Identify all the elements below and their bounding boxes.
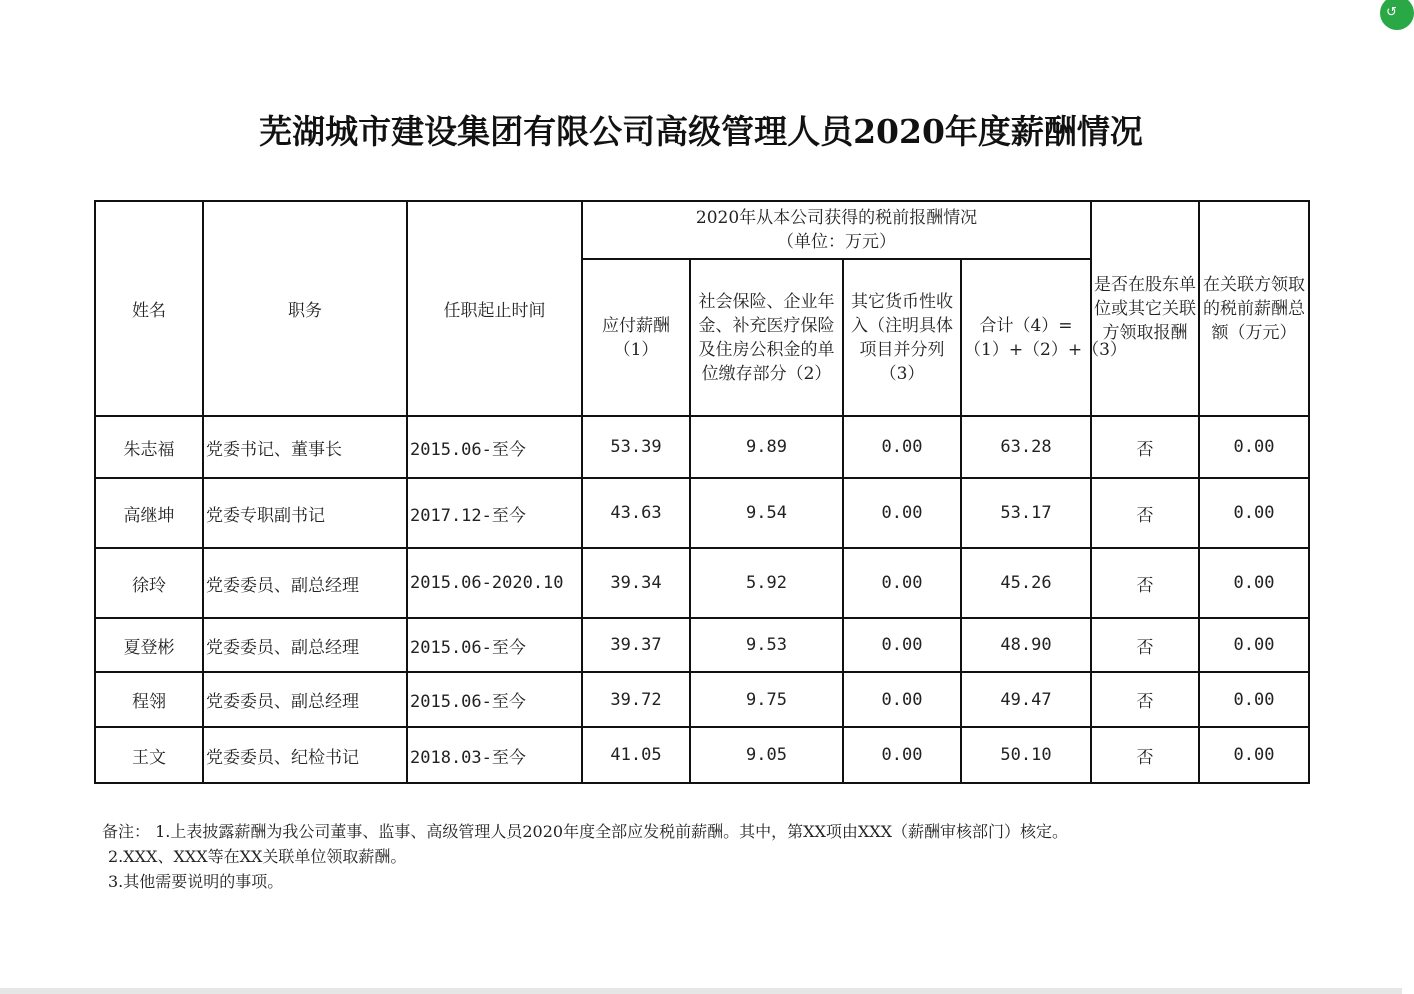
cell-total: 45.26 [961,548,1091,618]
salary-table [94,200,1310,784]
cell-payable: 53.39 [582,416,690,478]
header-row-top [95,201,1309,259]
cell-related: 0.00 [1199,618,1309,672]
note-line-1: 备注： 1.上表披露薪酬为我公司董事、监事、高级管理人员2020年度全部应发税前薪酬。其中，第XX项由XXX（薪酬审核部门）核定。 [102,822,1069,841]
cell-shareholder: 否 [1091,618,1199,672]
cell-total: 48.90 [961,618,1091,672]
cell-total: 63.28 [961,416,1091,478]
table-row [95,416,1309,478]
cell-other: 0.00 [843,416,961,478]
cell-payable: 41.05 [582,727,690,783]
cell-name: 王文 [95,727,203,783]
header-name: 姓名 [95,201,203,416]
cell-related: 0.00 [1199,478,1309,548]
cell-shareholder: 否 [1091,672,1199,727]
note-line-3: 3.其他需要说明的事项。 [108,872,284,891]
cell-name: 徐玲 [95,548,203,618]
header-total: 合计（4）=（1）+（2）+（3） [961,259,1091,416]
cell-other: 0.00 [843,548,961,618]
cell-other: 0.00 [843,618,961,672]
table-row [95,672,1309,727]
bottom-divider [0,988,1402,994]
cell-shareholder: 否 [1091,416,1199,478]
cell-tenure: 2015.06-至今 [407,416,582,478]
cell-payable: 39.37 [582,618,690,672]
cell-name: 程翎 [95,672,203,727]
cell-name: 夏登彬 [95,618,203,672]
cell-total: 53.17 [961,478,1091,548]
header-social: 社会保险、企业年金、补充医疗保险及住房公积金的单位缴存部分（2） [690,259,843,416]
cell-position: 党委专职副书记 [203,478,407,548]
cell-social: 9.05 [690,727,843,783]
table-row [95,727,1309,783]
cell-social: 9.53 [690,618,843,672]
cell-payable: 39.34 [582,548,690,618]
header-group-unit: （单位：万元） [777,232,896,252]
table-row [95,478,1309,548]
cell-position: 党委书记、董事长 [203,416,407,478]
header-tenure: 任职起止时间 [407,201,582,416]
cell-tenure: 2015.06-2020.10 [407,548,582,618]
cell-other: 0.00 [843,672,961,727]
cell-related: 0.00 [1199,672,1309,727]
header-group [582,201,1091,259]
header-shareholder: 是否在股东单位或其它关联方领取报酬 [1091,201,1199,416]
cell-shareholder: 否 [1091,548,1199,618]
cell-position: 党委委员、副总经理 [203,672,407,727]
header-other: 其它货币性收入（注明具体项目并分列（3） [843,259,961,416]
cell-social: 9.89 [690,416,843,478]
cell-total: 49.47 [961,672,1091,727]
cell-name: 高继坤 [95,478,203,548]
cell-other: 0.00 [843,478,961,548]
cell-tenure: 2018.03-至今 [407,727,582,783]
cell-position: 党委委员、纪检书记 [203,727,407,783]
cell-name: 朱志福 [95,416,203,478]
cell-position: 党委委员、副总经理 [203,618,407,672]
cell-related: 0.00 [1199,416,1309,478]
cell-payable: 43.63 [582,478,690,548]
cell-related: 0.00 [1199,727,1309,783]
cell-social: 9.54 [690,478,843,548]
header-related: 在关联方领取的税前薪酬总额（万元） [1199,201,1309,416]
note-line-2: 2.XXX、XXX等在XX关联单位领取薪酬。 [108,847,407,866]
header-payable: 应付薪酬（1） [582,259,690,416]
cell-social: 5.92 [690,548,843,618]
cell-shareholder: 否 [1091,478,1199,548]
header-group-title: 2020年从本公司获得的税前报酬情况 [695,208,978,228]
page-title: 芜湖城市建设集团有限公司高级管理人员2020年度薪酬情况 [259,112,1143,151]
cell-shareholder: 否 [1091,727,1199,783]
cell-other: 0.00 [843,727,961,783]
cell-related: 0.00 [1199,548,1309,618]
cell-position: 党委委员、副总经理 [203,548,407,618]
notes [102,819,1068,894]
header-position: 职务 [203,201,407,416]
cell-tenure: 2017.12-至今 [407,478,582,548]
cell-total: 50.10 [961,727,1091,783]
table-row [95,618,1309,672]
cell-social: 9.75 [690,672,843,727]
cell-payable: 39.72 [582,672,690,727]
share-icon[interactable]: ↺ [1380,0,1414,30]
cell-tenure: 2015.06-至今 [407,672,582,727]
cell-tenure: 2015.06-至今 [407,618,582,672]
table-row [95,548,1309,618]
